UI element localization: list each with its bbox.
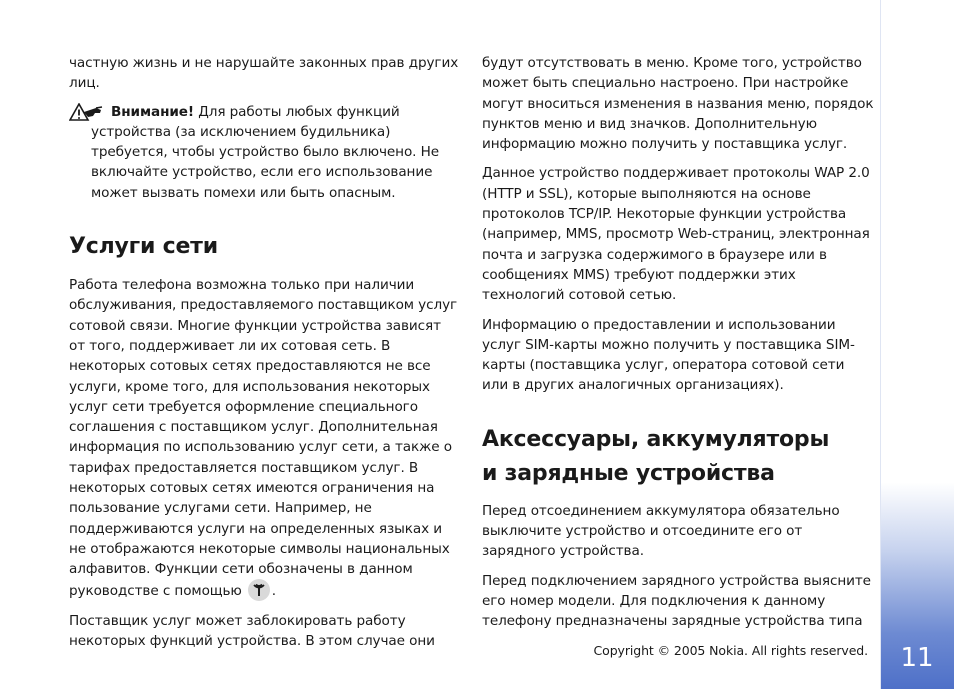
section-heading-accessories-line-1: Аксессуары, аккумуляторы [482, 426, 830, 452]
page-sidebar [880, 0, 954, 689]
section-heading-network-services: Услуги сети [69, 234, 218, 260]
warning-triangle-hand-icon [69, 103, 103, 121]
right-paragraph-5: Перед подключением зарядного устройства выясните его номер модели. Для подключения к данному телефону предназначены зарядные устройства типа [482, 572, 871, 630]
right-paragraph-3: Информацию о предоставлении и использовании услуг SIM-карты можно получить у поставщика SIM-карты (поставщика услуг, оператора сотовой сети или в других аналогичных организациях). [482, 316, 855, 394]
warning-text: Для работы любых функций устройства (за исключением будильника) требуется, чтобы устройство было включено. Не включайте устройство, если его использование может вызвать помехи или быть опасным. [91, 103, 440, 201]
right-paragraph-4: Перед отсоединением аккумулятора обязательно выключите устройство и отсоедините его от зарядного устройства. [482, 502, 840, 560]
right-paragraph-1: будут отсутствовать в меню. Кроме того, устройство может быть специально настроено. При настройке могут вноситься изменения в названия меню, порядок пунктов меню и вид значков. Дополнительную информацию можно получить у поставщика услуг. [482, 55, 874, 153]
left-paragraph-1: частную жизнь и не нарушайте законных прав других лиц. [69, 55, 459, 92]
section-heading-accessories-line-2: и зарядные устройства [482, 460, 775, 486]
left-column [69, 53, 461, 651]
warning-lead: Внимание! [111, 103, 194, 120]
left-paragraph-2-text: Работа телефона возможна только при наличии обслуживания, предоставляемого поставщиком услуг сотовой связи. Многие функции устройства зависят от того, поддерживает ли их сотовая сеть. В некоторых сотовых сетях предоставляются не все услуги, кроме того, для использования некоторых услуг сети требуется оформление специального соглашения с поставщиком услуг. Дополнительная информация по использованию услуг сети, а также о тарифах предоставляется поставщиком услуг. В некоторых сотовых сетях имеются ограничения на пользование услугами сети. Например, не поддерживаются услуги на определенных языках и не отображаются некоторые символы национальных алфавитов. Функции сети обозначены в данном руководстве с помощью [69, 277, 458, 599]
page-number: 11 [900, 643, 934, 673]
copyright-footer: Copyright © 2005 Nokia. All rights reserved. [593, 643, 868, 658]
network-service-antenna-icon [248, 579, 270, 601]
left-paragraph-3: Поставщик услуг может заблокировать работу некоторых функций устройства. В этом случае они [69, 612, 435, 649]
warning-note [69, 102, 461, 203]
section-heading-accessories [482, 423, 874, 491]
right-paragraph-2: Данное устройство поддерживает протоколы WAP 2.0 (HTTP и SSL), которые выполняются на основе протоколов TCP/IP. Некоторые функции устройства (например, MMS, просмотр Web-страниц, электронная почта и загрузка содержимого в браузере или в сообщениях MMS) требуют поддержки этих технологий сотовой сетью. [482, 165, 870, 304]
left-paragraph-2-end: . [271, 582, 276, 599]
right-column [482, 53, 874, 632]
left-paragraph-2 [69, 275, 461, 601]
